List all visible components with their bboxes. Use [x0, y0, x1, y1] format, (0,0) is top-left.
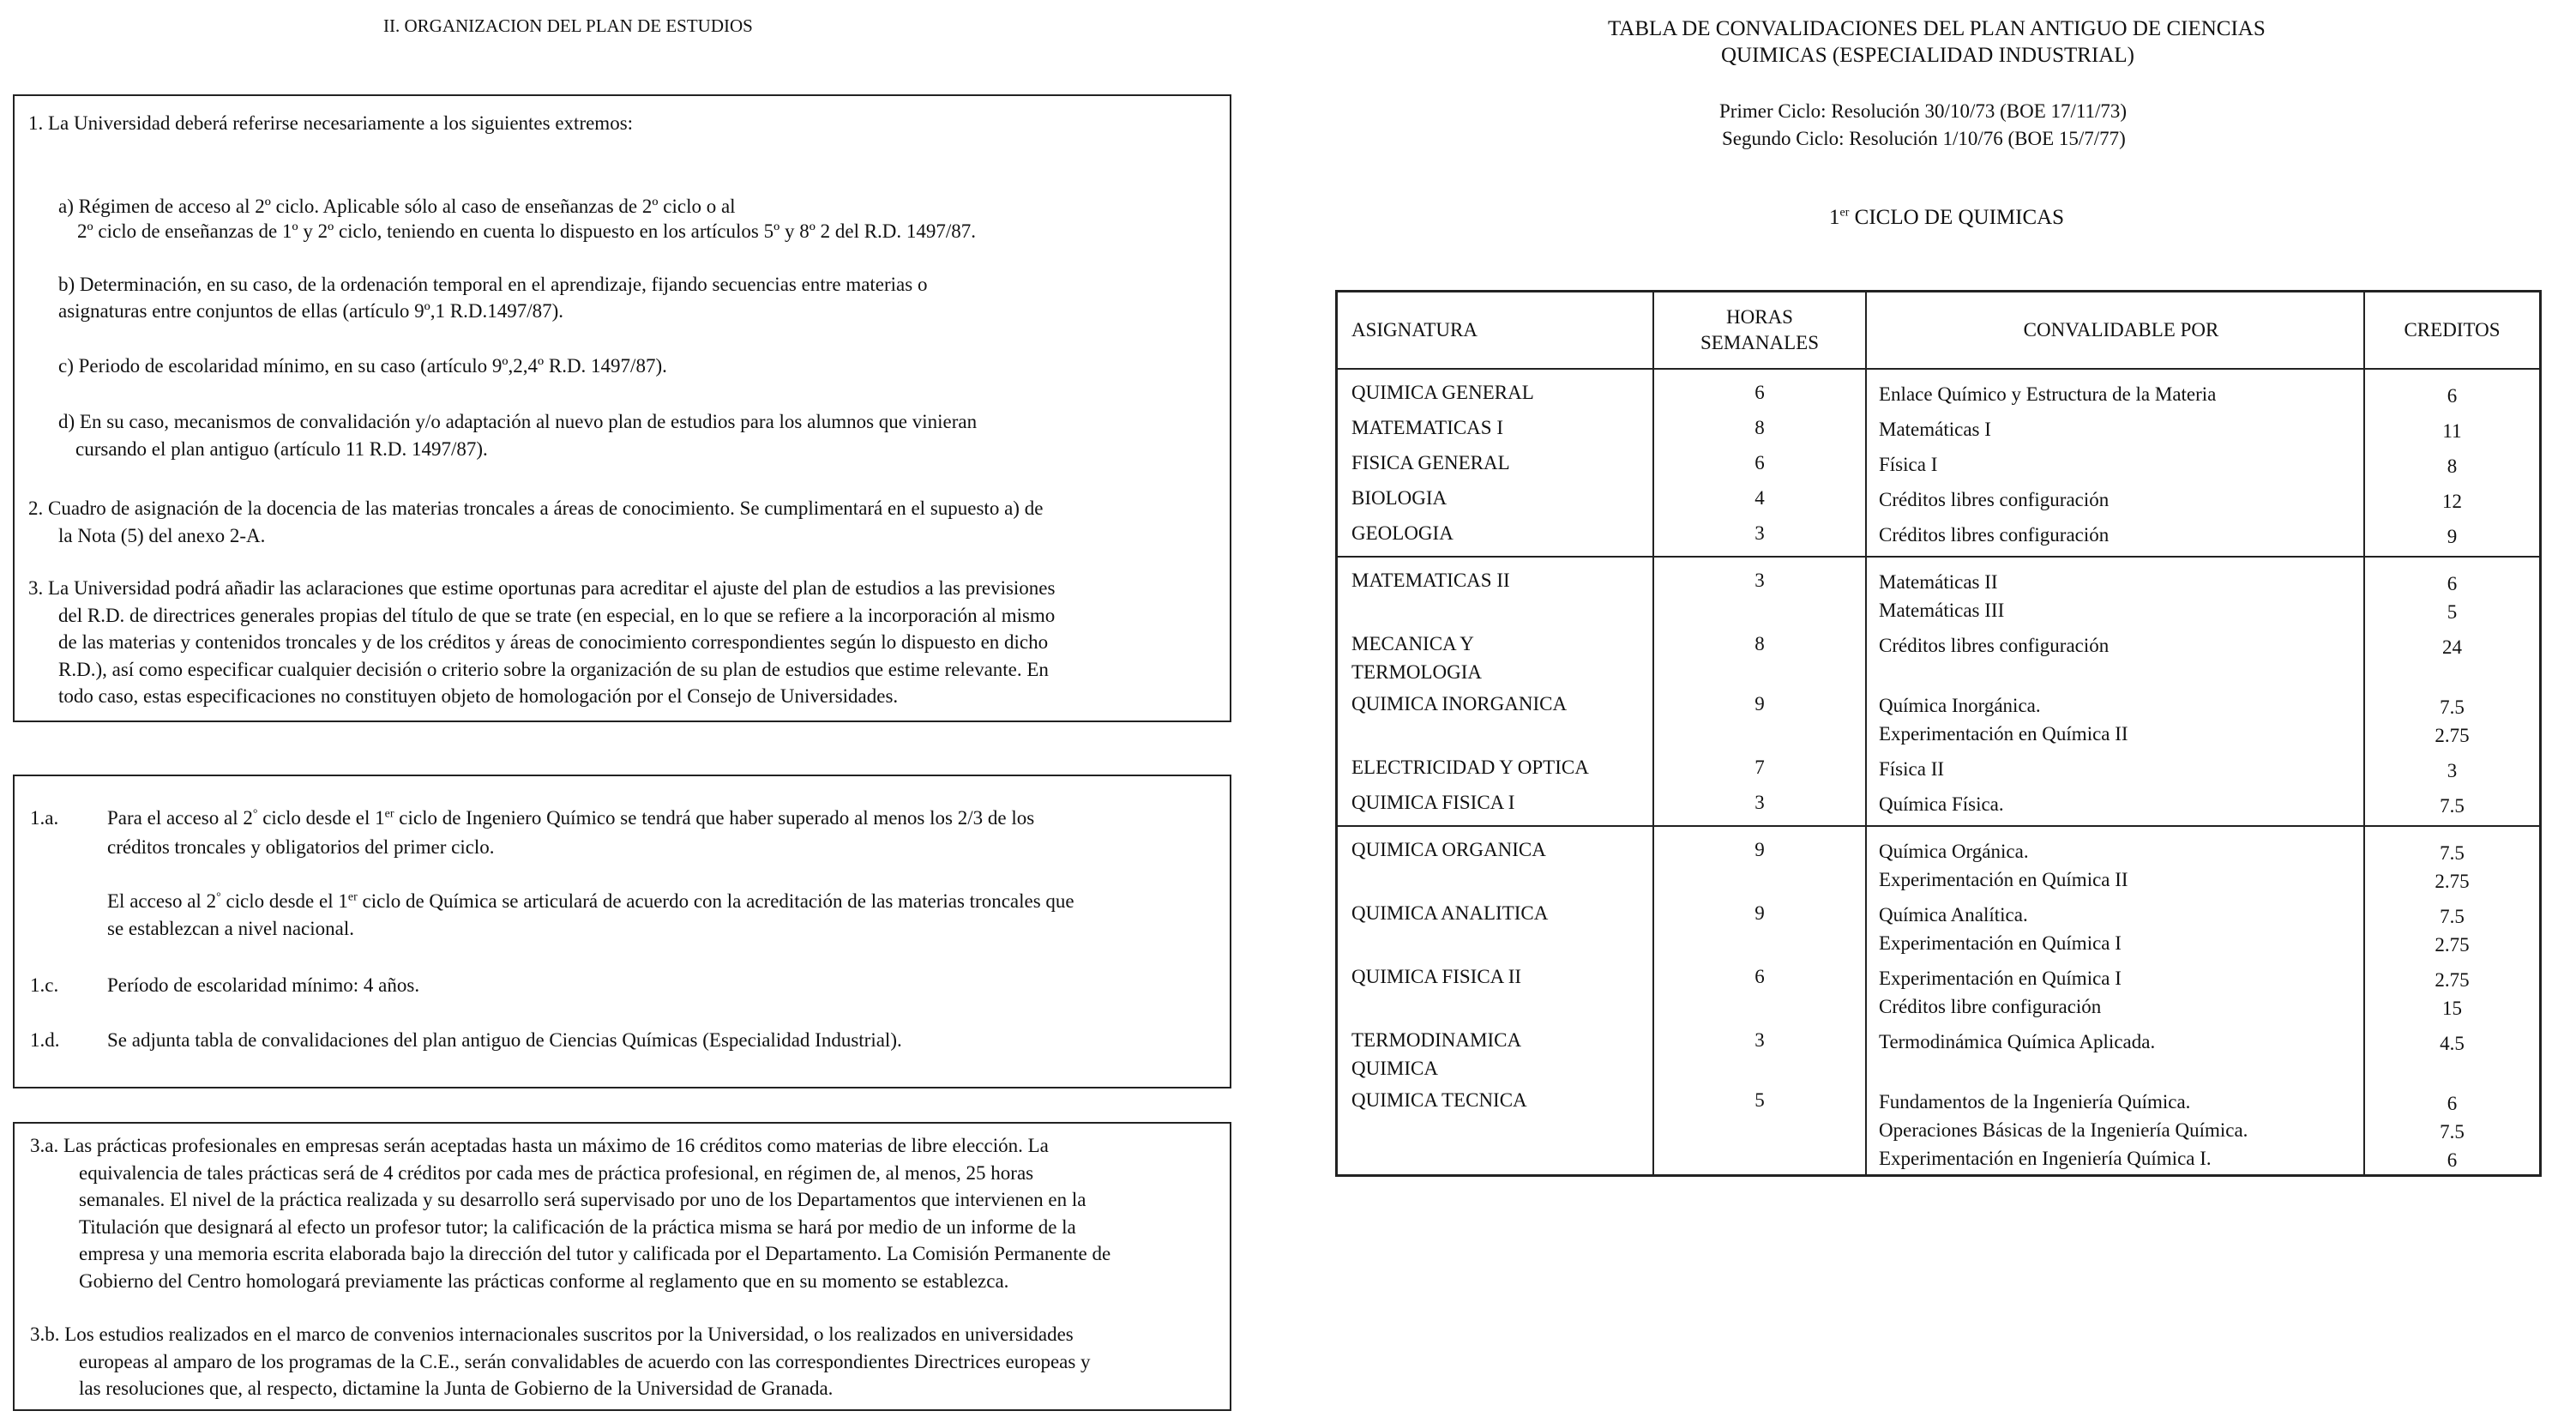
cell-asignatura — [1337, 895, 1654, 959]
table-row — [1337, 750, 2541, 785]
item-3-line3: de las materias y contenidos troncales y de los créditos y áreas de conocimiento correspondientes según lo dispuesto en dicho — [58, 631, 1049, 653]
convalidable-text: Créditos libres configuración — [1879, 635, 2110, 656]
resolution-line2: Segundo Ciclo: Resolución 1/10/76 (BOE 15/7/77) — [1722, 128, 2126, 149]
convalidable-text: Matemáticas II — [1879, 571, 1998, 593]
cell-horas — [1653, 410, 1866, 445]
asignatura-text: FISICA GENERAL — [1351, 452, 1510, 473]
horas-text: 3 — [1754, 792, 1765, 813]
note-3b-line1: 3.b. Los estudios realizados en el marco de convenios internacionales suscritos por la Universidad, o los realizados en universidades — [30, 1324, 1074, 1345]
cell-convalidable — [1866, 626, 2364, 686]
cell-convalidable — [1866, 686, 2364, 750]
table-row — [1337, 557, 2541, 626]
asignatura-text: TERMOLOGIA — [1351, 661, 1483, 683]
cell-creditos — [2364, 1082, 2541, 1176]
convalidable-text: Fundamentos de la Ingeniería Química. — [1879, 1091, 2191, 1112]
asignatura-text: QUIMICA INORGANICA — [1351, 693, 1568, 715]
table-row — [1337, 480, 2541, 516]
convalidable-text: Experimentación en Química II — [1879, 869, 2128, 890]
horas-text: 5 — [1754, 1089, 1765, 1111]
cell-asignatura — [1337, 410, 1654, 445]
convalidable-text: Enlace Químico y Estructura de la Materia — [1879, 383, 2217, 405]
item-1: 1. La Universidad deberá referirse necesariamente a los siguientes extremos: — [28, 112, 634, 134]
creditos-text: 2.75 — [2435, 934, 2470, 956]
asignatura-text: QUIMICA GENERAL — [1351, 382, 1534, 403]
cell-creditos — [2364, 895, 2541, 959]
cell-convalidable — [1866, 895, 2364, 959]
section-title: 1er CICLO DE QUIMICAS — [1829, 206, 2065, 229]
cell-convalidable — [1866, 1082, 2364, 1176]
cell-horas — [1653, 785, 1866, 826]
cell-asignatura — [1337, 445, 1654, 480]
note-3a-line1: 3.a. Las prácticas profesionales en empresas serán aceptadas hasta un máximo de 16 créditos como materias de libre elección. La — [30, 1135, 1049, 1156]
table-body — [1337, 369, 2541, 1176]
table-title-line2: QUIMICAS (ESPECIALIDAD INDUSTRIAL) — [1721, 44, 2134, 67]
convalidable-text: Créditos libres configuración — [1879, 524, 2110, 546]
horas-text: 8 — [1754, 633, 1765, 654]
cell-convalidable — [1866, 410, 2364, 445]
cell-asignatura — [1337, 480, 1654, 516]
cell-convalidable — [1866, 557, 2364, 626]
cell-convalidable — [1866, 369, 2364, 410]
horas-text: 3 — [1754, 522, 1765, 544]
note-3a-line6: Gobierno del Centro homologará previamente las prácticas conforme al reglamento que en su momento se establezca. — [79, 1270, 1009, 1292]
table-row — [1337, 516, 2541, 557]
cell-creditos — [2364, 626, 2541, 686]
horas-text: 7 — [1754, 757, 1765, 778]
note-1a-line1: Para el acceso al 2° ciclo desde el 1er ciclo de Ingeniero Químico se tendrá que haber superado al menos los 2/3 de los — [107, 807, 1035, 829]
note-1d-number: 1.d. — [30, 1029, 60, 1051]
creditos-text: 6 — [2447, 385, 2458, 407]
cell-creditos — [2364, 369, 2541, 410]
creditos-text: 15 — [2442, 998, 2462, 1019]
cell-creditos — [2364, 959, 2541, 1022]
note-1a-line2: créditos troncales y obligatorios del primer ciclo. — [107, 836, 495, 858]
cell-asignatura — [1337, 750, 1654, 785]
table-row — [1337, 959, 2541, 1022]
asignatura-text: QUIMICA ORGANICA — [1351, 839, 1546, 860]
cell-creditos — [2364, 750, 2541, 785]
item-1a-line1: a) Régimen de acceso al 2º ciclo. Aplicable sólo al caso de enseñanzas de 2º ciclo o al — [58, 196, 736, 217]
note-3a-line4: Titulación que designará al efecto un profesor tutor; la calificación de la práctica misma se hará por medio de un informe de la — [79, 1216, 1076, 1238]
convalidable-text: Química Física. — [1879, 793, 2004, 815]
asignatura-text: QUIMICA FISICA II — [1351, 966, 1522, 987]
cell-creditos — [2364, 516, 2541, 557]
item-1d-line2: cursando el plan antiguo (artículo 11 R.D. 1497/87). — [75, 438, 488, 460]
note-3a-line5: empresa y una memoria escrita elaborada bajo la dirección del tutor y calificada por el Departamento. La Comisión Permanente de — [79, 1243, 1111, 1264]
asignatura-text: QUIMICA FISICA I — [1351, 792, 1515, 813]
asignatura-text: QUIMICA ANALITICA — [1351, 902, 1549, 924]
cell-creditos — [2364, 410, 2541, 445]
creditos-text: 7.5 — [2440, 1121, 2465, 1143]
convalidable-text: Operaciones Básicas de la Ingeniería Química. — [1879, 1119, 2248, 1141]
cell-creditos — [2364, 785, 2541, 826]
cell-horas — [1653, 480, 1866, 516]
convalidable-text: Química Analítica. — [1879, 904, 2028, 926]
creditos-text: 6 — [2447, 1149, 2458, 1171]
table-row — [1337, 445, 2541, 480]
left-page-header: II. ORGANIZACION DEL PLAN DE ESTUDIOS — [383, 15, 753, 36]
convalidable-text: Física II — [1879, 758, 1945, 780]
convalidable-text: Matemáticas III — [1879, 600, 2005, 621]
cell-horas — [1653, 1082, 1866, 1176]
note-1a-number: 1.a. — [30, 807, 59, 829]
asignatura-text: TERMODINAMICA — [1351, 1029, 1522, 1051]
header-horas: HORAS SEMANALES — [1653, 292, 1866, 370]
table-row — [1337, 686, 2541, 750]
cell-asignatura — [1337, 626, 1654, 686]
cell-asignatura — [1337, 959, 1654, 1022]
note-1d-line1: Se adjunta tabla de convalidaciones del plan antiguo de Ciencias Químicas (Especialidad Industrial). — [107, 1029, 902, 1051]
cell-horas — [1653, 826, 1866, 895]
horas-text: 3 — [1754, 1029, 1765, 1051]
creditos-text: 2.75 — [2435, 969, 2470, 991]
cell-asignatura — [1337, 1022, 1654, 1082]
item-1b-line1: b) Determinación, en su caso, de la ordenación temporal en el aprendizaje, fijando secuencias entre materias o — [58, 274, 928, 295]
note-3b-line3: las resoluciones que, al respecto, dictamine la Junta de Gobierno de la Universidad de Granada. — [79, 1378, 834, 1399]
table-row — [1337, 410, 2541, 445]
creditos-text: 7.5 — [2440, 795, 2465, 817]
cell-asignatura — [1337, 785, 1654, 826]
item-2-line1: 2. Cuadro de asignación de la docencia de las materias troncales a áreas de conocimiento. Se cumplimentará en el supuesto a) de — [28, 497, 1044, 519]
convalidable-text: Experimentación en Química I — [1879, 968, 2122, 989]
asignatura-text: MECANICA Y — [1351, 633, 1474, 654]
item-1a-line2: 2º ciclo de enseñanzas de 1º y 2º ciclo, teniendo en cuenta lo dispuesto en los artículos 5º y 8º 2 del R.D. 1497/87. — [77, 220, 977, 242]
creditos-text: 8 — [2447, 455, 2458, 477]
cell-creditos — [2364, 557, 2541, 626]
horas-text: 9 — [1754, 839, 1765, 860]
convalidable-text: Termodinámica Química Aplicada. — [1879, 1031, 2156, 1052]
cell-horas — [1653, 557, 1866, 626]
cell-horas — [1653, 1022, 1866, 1082]
cell-creditos — [2364, 686, 2541, 750]
cell-creditos — [2364, 1022, 2541, 1082]
item-3-line1: 3. La Universidad podrá añadir las aclaraciones que estime oportunas para acreditar el ajuste del plan de estudios a las previsiones — [28, 577, 1056, 599]
cell-horas — [1653, 516, 1866, 557]
header-convalidable: CONVALIDABLE POR — [1866, 292, 2364, 370]
table-row — [1337, 895, 2541, 959]
cell-convalidable — [1866, 959, 2364, 1022]
cell-asignatura — [1337, 1082, 1654, 1176]
horas-text: 3 — [1754, 570, 1765, 591]
horas-text: 9 — [1754, 902, 1765, 924]
creditos-text: 9 — [2447, 526, 2458, 547]
asignatura-text: GEOLOGIA — [1351, 522, 1454, 544]
cell-asignatura — [1337, 557, 1654, 626]
creditos-text: 7.5 — [2440, 906, 2465, 927]
note-1a-line3: El acceso al 2° ciclo desde el 1er ciclo de Química se articulará de acuerdo con la acreditación de las materias troncales que — [107, 890, 1074, 912]
creditos-text: 2.75 — [2435, 871, 2470, 892]
horas-text: 6 — [1754, 452, 1765, 473]
header-asignatura: ASIGNATURA — [1337, 292, 1654, 370]
horas-text: 9 — [1754, 693, 1765, 715]
cell-asignatura — [1337, 516, 1654, 557]
creditos-text: 4.5 — [2440, 1033, 2465, 1054]
cell-asignatura — [1337, 686, 1654, 750]
cell-convalidable — [1866, 516, 2364, 557]
cell-asignatura — [1337, 369, 1654, 410]
note-3a-line3: semanales. El nivel de la práctica realizada y su desarrollo será supervisado por uno de los Departamentos que intervienen en la — [79, 1189, 1086, 1210]
cell-horas — [1653, 686, 1866, 750]
creditos-text: 6 — [2447, 573, 2458, 594]
convalidable-text: Experimentación en Química II — [1879, 723, 2128, 745]
resolution-line1: Primer Ciclo: Resolución 30/10/73 (BOE 17/11/73) — [1719, 100, 2128, 122]
cell-horas — [1653, 626, 1866, 686]
creditos-text: 7.5 — [2440, 696, 2465, 718]
header-creditos: CREDITOS — [2364, 292, 2541, 370]
convalidable-text: Química Orgánica. — [1879, 841, 2029, 862]
creditos-text: 11 — [2442, 420, 2462, 442]
creditos-text: 6 — [2447, 1093, 2458, 1114]
asignatura-text: QUIMICA TECNICA — [1351, 1089, 1527, 1111]
item-3-line4: R.D.), así como especificar cualquier decisión o criterio sobre la organización de su plan de estudios que estime relevante. En — [58, 659, 1049, 680]
table-row — [1337, 1082, 2541, 1176]
asignatura-text: MATEMATICAS II — [1351, 570, 1510, 591]
cell-asignatura — [1337, 826, 1654, 895]
note-1a-line4: se establezcan a nivel nacional. — [107, 918, 354, 939]
asignatura-text: MATEMATICAS I — [1351, 417, 1503, 438]
creditos-text: 3 — [2447, 760, 2458, 781]
creditos-text: 24 — [2442, 636, 2462, 658]
item-3-line5: todo caso, estas especificaciones no constituyen objeto de homologación por el Consejo de Universidades. — [58, 685, 899, 707]
creditos-text: 5 — [2447, 601, 2458, 623]
note-1c-line1: Período de escolaridad mínimo: 4 años. — [107, 974, 420, 996]
cell-horas — [1653, 895, 1866, 959]
table-row — [1337, 826, 2541, 895]
horas-text: 8 — [1754, 417, 1765, 438]
item-3-line2: del R.D. de directrices generales propias del título de que se trate (en especial, en lo que se refiere a la incorporación al mismo — [58, 605, 1056, 626]
convalidable-text: Créditos libre configuración — [1879, 996, 2102, 1017]
asignatura-text: BIOLOGIA — [1351, 487, 1447, 509]
cell-creditos — [2364, 445, 2541, 480]
cell-convalidable — [1866, 826, 2364, 895]
note-3a-line2: equivalencia de tales prácticas será de 4 créditos por cada mes de práctica profesional, en régimen de, al menos, 25 horas — [79, 1162, 1034, 1184]
cell-horas — [1653, 445, 1866, 480]
convalidation-table — [1335, 290, 2542, 1177]
creditos-text: 7.5 — [2440, 842, 2465, 864]
convalidable-text: Experimentación en Ingeniería Química I. — [1879, 1148, 2212, 1169]
cell-convalidable — [1866, 445, 2364, 480]
cell-creditos — [2364, 826, 2541, 895]
cell-convalidable — [1866, 1022, 2364, 1082]
convalidable-text: Experimentación en Química I — [1879, 932, 2122, 954]
convalidable-text: Química Inorgánica. — [1879, 695, 2041, 716]
table-row — [1337, 1022, 2541, 1082]
horas-text: 6 — [1754, 966, 1765, 987]
cell-horas — [1653, 369, 1866, 410]
horas-text: 6 — [1754, 382, 1765, 403]
convalidable-text: Matemáticas I — [1879, 419, 1991, 440]
table-row — [1337, 369, 2541, 410]
convalidable-text: Créditos libres configuración — [1879, 489, 2110, 510]
cell-horas — [1653, 750, 1866, 785]
cell-horas — [1653, 959, 1866, 1022]
item-1d-line1: d) En su caso, mecanismos de convalidación y/o adaptación al nuevo plan de estudios para los alumnos que vinieran — [58, 411, 978, 432]
note-3b-line2: europeas al amparo de los programas de la C.E., serán convalidables de acuerdo con las correspondientes Directrices europeas y — [79, 1351, 1091, 1372]
horas-text: 4 — [1754, 487, 1765, 509]
creditos-text: 2.75 — [2435, 725, 2470, 746]
cell-convalidable — [1866, 750, 2364, 785]
cell-convalidable — [1866, 480, 2364, 516]
asignatura-text: QUIMICA — [1351, 1058, 1438, 1079]
note-1c-number: 1.c. — [30, 974, 59, 996]
creditos-text: 12 — [2442, 491, 2462, 512]
cell-creditos — [2364, 480, 2541, 516]
asignatura-text: ELECTRICIDAD Y OPTICA — [1351, 757, 1589, 778]
table-title-line1: TABLA DE CONVALIDACIONES DEL PLAN ANTIGUO DE CIENCIAS — [1608, 17, 2266, 40]
cell-convalidable — [1866, 785, 2364, 826]
item-1b-line2: asignaturas entre conjuntos de ellas (artículo 9º,1 R.D.1497/87). — [58, 300, 564, 322]
table-row — [1337, 626, 2541, 686]
item-1c-line1: c) Periodo de escolaridad mínimo, en su caso (artículo 9º,2,4º R.D. 1497/87). — [58, 355, 667, 377]
convalidable-text: Física I — [1879, 454, 1938, 475]
table-row — [1337, 785, 2541, 826]
item-2-line2: la Nota (5) del anexo 2-A. — [58, 525, 266, 546]
